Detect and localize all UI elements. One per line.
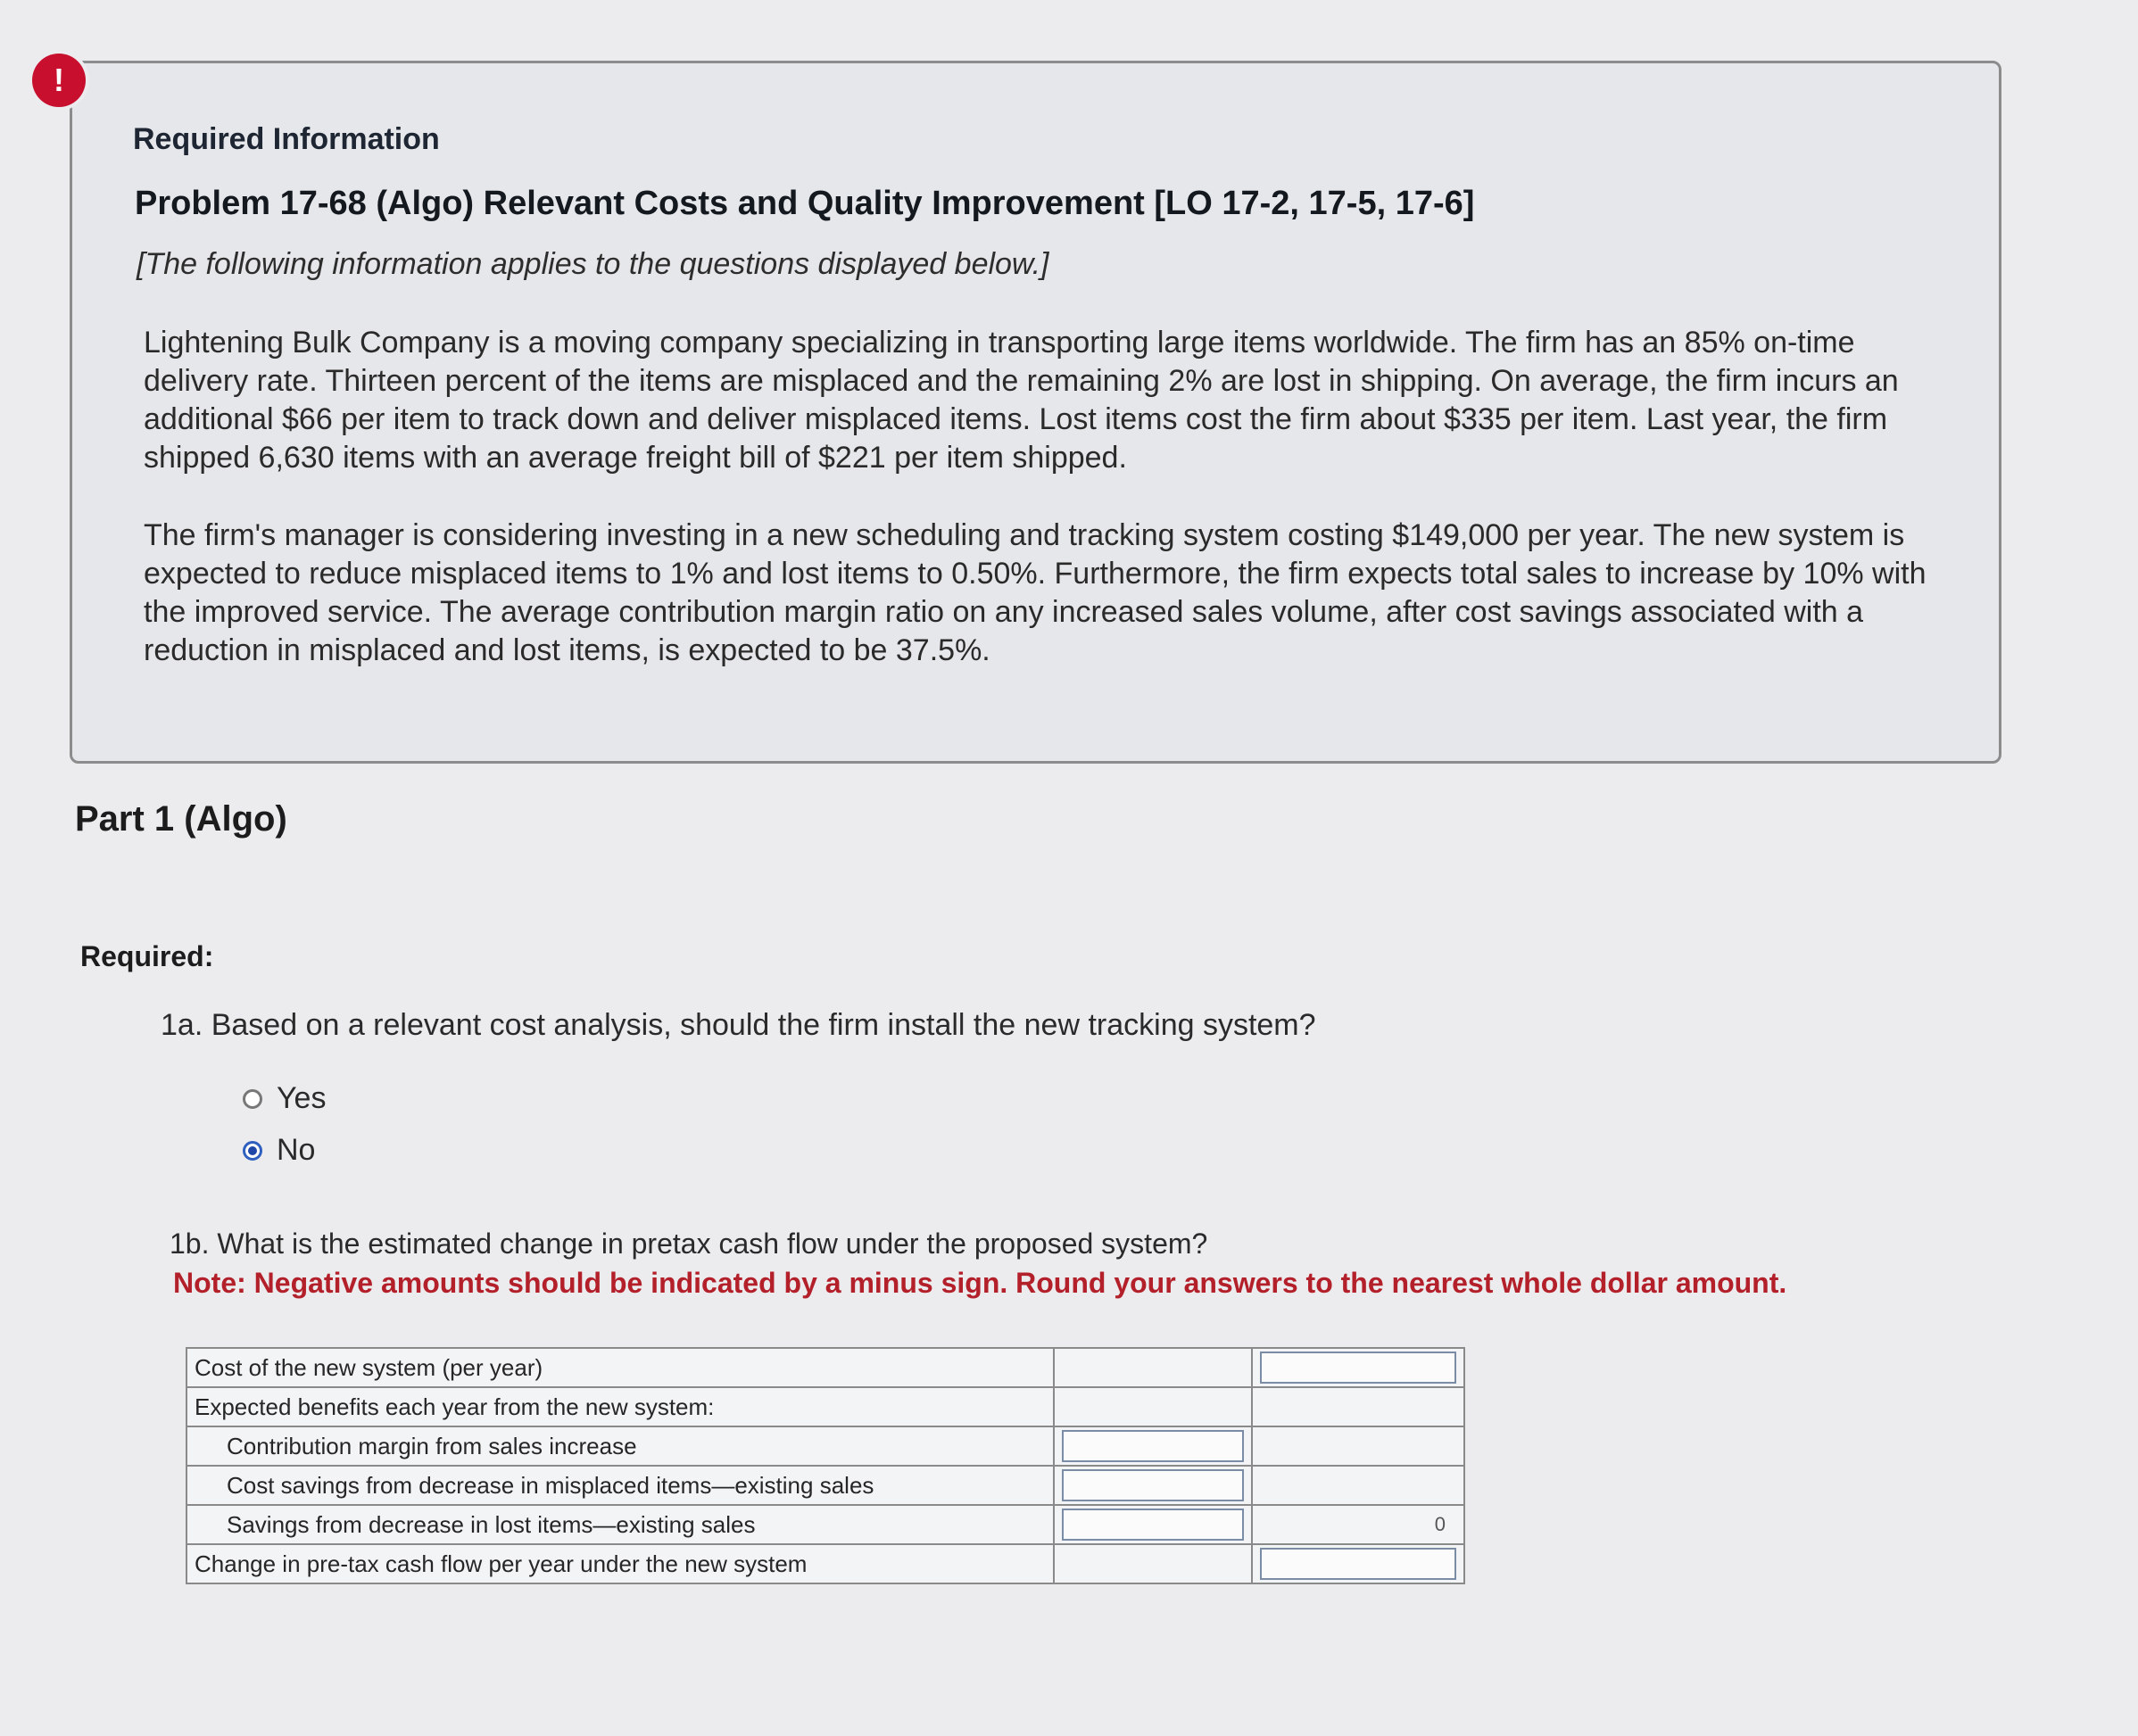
- question-1b: 1b. What is the estimated change in pretax cash flow under the proposed system?: [170, 1228, 1208, 1260]
- cost-new-system-input[interactable]: [1260, 1352, 1456, 1384]
- row-label: Change in pre-tax cash flow per year under the new system: [186, 1544, 1054, 1583]
- instruction-note: Note: Negative amounts should be indicated by a minus sign. Round your answers to the nearest whole dollar amount.: [173, 1267, 1787, 1299]
- row-label: Cost of the new system (per year): [186, 1348, 1054, 1387]
- option-yes[interactable]: [243, 1081, 326, 1116]
- alert-icon: !: [32, 54, 86, 107]
- cash-flow-table: [186, 1347, 1465, 1584]
- table-row: [186, 1348, 1464, 1387]
- required-label: Required:: [80, 940, 214, 972]
- radio-yes[interactable]: [243, 1089, 262, 1109]
- empty-cell: [1054, 1387, 1252, 1426]
- info-heading: Required Information: [133, 122, 440, 156]
- misplaced-savings-input[interactable]: [1062, 1469, 1244, 1501]
- empty-cell: [1252, 1466, 1464, 1505]
- lost-savings-cell: [1054, 1505, 1252, 1544]
- empty-cell: [1054, 1348, 1252, 1387]
- table-row: [186, 1387, 1464, 1426]
- table-row: [186, 1505, 1464, 1544]
- problem-paragraph-2: The firm's manager is considering investing in a new scheduling and tracking system costing $149,000 per year. The new system is expected to reduce misplaced items to 1% and lost items to 0.50%. Furthermore, the firm expects total sales to increase by 10% with the improved service. The average contribution margin ratio on any increased sales volume, after cost savings associated with a reduction in misplaced and lost items, is expected to be 37.5%.: [144, 518, 1927, 667]
- row-label: Cost savings from decrease in misplaced items—existing sales: [186, 1466, 1054, 1505]
- option-no-label: No: [277, 1133, 316, 1167]
- row-label: Expected benefits each year from the new system:: [186, 1387, 1054, 1426]
- option-no[interactable]: [243, 1133, 315, 1168]
- option-yes-label: Yes: [277, 1081, 327, 1115]
- cost-new-system-cell: [1252, 1348, 1464, 1387]
- part-title: Part 1 (Algo): [75, 799, 287, 839]
- benefits-total-value: 0: [1434, 1513, 1446, 1535]
- radio-no[interactable]: [243, 1141, 262, 1161]
- applies-note: [The following information applies to the questions displayed below.]: [137, 247, 1049, 281]
- empty-cell: [1252, 1426, 1464, 1466]
- empty-cell: [1252, 1387, 1464, 1426]
- table-row: [186, 1544, 1464, 1583]
- contribution-margin-cell: [1054, 1426, 1252, 1466]
- required-information-panel: [70, 61, 2001, 764]
- table-row: [186, 1466, 1464, 1505]
- question-1a: 1a. Based on a relevant cost analysis, should the firm install the new tracking system?: [161, 1008, 1316, 1042]
- problem-title: Problem 17-68 (Algo) Relevant Costs and Quality Improvement [LO 17-2, 17-5, 17-6]: [135, 185, 1475, 222]
- empty-cell: [1054, 1544, 1252, 1583]
- table-row: [186, 1426, 1464, 1466]
- change-cash-flow-input[interactable]: [1260, 1548, 1456, 1580]
- change-cash-flow-cell: [1252, 1544, 1464, 1583]
- row-label: Contribution margin from sales increase: [186, 1426, 1054, 1466]
- benefits-total-cell: [1252, 1505, 1464, 1544]
- lost-savings-input[interactable]: [1062, 1509, 1244, 1541]
- misplaced-savings-cell: [1054, 1466, 1252, 1505]
- contribution-margin-input[interactable]: [1062, 1430, 1244, 1462]
- problem-paragraph-1: Lightening Bulk Company is a moving company specializing in transporting large items worldwide. The firm has an 85% on-time delivery rate. Thirteen percent of the items are misplaced and the remaining 2% are lost in shipping. On average, the firm incurs an additional $66 per item to track down and deliver misplaced items. Lost items cost the firm about $335 per item. Last year, the firm shipped 6,630 items with an average freight bill of $221 per item shipped.: [144, 326, 1899, 475]
- row-label: Savings from decrease in lost items—existing sales: [186, 1505, 1054, 1544]
